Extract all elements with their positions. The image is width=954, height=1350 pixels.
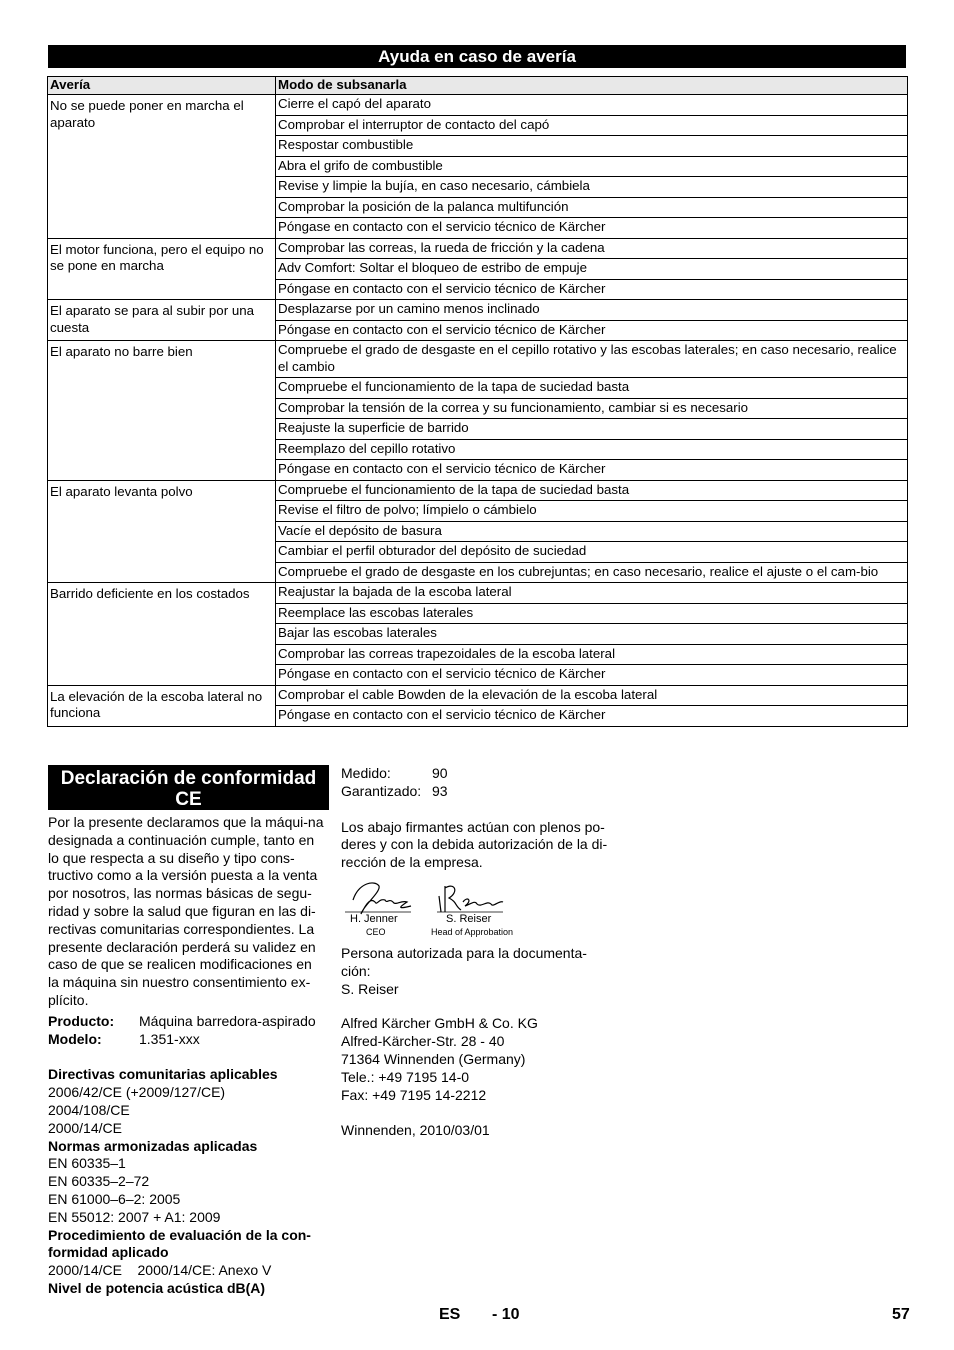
procedure-annex: 2000/14/CE: Anexo V [137,1262,272,1279]
standard-item: EN 61000–6–2: 2005 [48,1190,181,1207]
standard-item: EN 55012: 2007 + A1: 2009 [48,1208,221,1225]
remedy-cell: Revise y limpie la bujía, en caso necesario, cámbiela [276,177,908,198]
guaranteed-label: Garantizado: [341,782,422,799]
standards-heading: Normas armonizadas aplicadas [48,1137,258,1154]
directive-item: 2006/42/CE (+2009/127/CE) [48,1084,226,1101]
standard-item: EN 60335–2–72 [48,1173,150,1190]
fault-cell: El aparato levanta polvo [48,480,276,583]
procedure-directive: 2000/14/CE [48,1262,122,1279]
remedy-cell: Respostar combustible [276,136,908,157]
remedy-cell: Reemplazo del cepillo rotativo [276,439,908,460]
directive-item: 2004/108/CE [48,1101,130,1118]
documentation-label: Persona autorizada para la documenta-ción: [341,945,587,979]
directive-item: 2000/14/CE [48,1119,122,1136]
company-address [341,1015,611,1104]
fault-cell: Barrido deficiente en los costados [48,583,276,686]
remedy-cell: Póngase en contacto con el servicio técnico de Kärcher [276,706,908,727]
table-row [48,480,908,501]
signature-reiser [439,886,503,912]
directives-list [48,1084,324,1137]
troubleshooting-table [47,76,908,727]
model-row [48,1031,324,1049]
fault-cell: El aparato se para al subir por una cuesta [48,300,276,341]
table-row [48,583,908,604]
footer-page-number: 57 [892,1306,910,1323]
fault-cell: No se puede poner en marcha el aparato [48,95,276,239]
place-date: Winnenden, 2010/03/01 [341,1122,490,1139]
header-remedy: Modo de subsanarla [276,77,908,95]
remedy-cell: Comprobar las correas trapezoidales de la escoba lateral [276,644,908,665]
address-line: Alfred-Kärcher-Str. 28 - 40 [341,1033,505,1050]
fault-cell: La elevación de la escoba lateral no funciona [48,685,276,726]
remedy-cell: Póngase en contacto con el servicio técnico de Kärcher [276,320,908,341]
troubleshooting-title: Ayuda en caso de avería [48,45,906,68]
remedy-cell: Póngase en contacto con el servicio técnico de Kärcher [276,460,908,481]
guaranteed-row [341,783,631,801]
remedy-cell: Adv Comfort: Soltar el bloqueo de estribo de empuje [276,259,908,280]
product-label: Producto: [48,1012,115,1029]
troubleshooting-body [48,95,908,727]
remedy-cell: Comprobar el interruptor de contacto del capó [276,115,908,136]
remedy-cell: Comprobar las correas, la rueda de fricción y la cadena [276,238,908,259]
address-line: Fax: +49 7195 14-2212 [341,1086,487,1103]
standard-item: EN 60335–1 [48,1155,126,1172]
remedy-cell: Póngase en contacto con el servicio técnico de Kärcher [276,218,908,239]
remedy-cell: Póngase en contacto con el servicio técnico de Kärcher [276,665,908,686]
product-value: Máquina barredora-aspirado [139,1012,316,1029]
remedy-cell: Reemplace las escobas laterales [276,603,908,624]
measured-value: 90 [432,765,448,781]
measured-row [341,765,631,783]
signatories-text: Los abajo firmantes actúan con plenos po-deres y con la debida autorización de la di-rección de la empresa. [341,818,608,871]
signatures [341,876,541,940]
measured-label: Medido: [341,765,391,781]
declaration-title: Declaración de conformidad CE [48,765,329,810]
remedy-cell: Comprobar la posición de la palanca multifunción [276,197,908,218]
remedy-cell: Comprobar el cable Bowden de la elevación de la escoba lateral [276,685,908,706]
model-value: 1.351-xxx [139,1030,200,1047]
remedy-cell: Cierre el capó del aparato [276,95,908,116]
table-row [48,95,908,116]
table-row [48,685,908,706]
table-row [48,300,908,321]
guaranteed-value: 93 [432,782,448,799]
address-line: 71364 Winnenden (Germany) [341,1050,526,1067]
remedy-cell: Reajuste la superficie de barrido [276,419,908,440]
declaration-intro: Por la presente declaramos que la máqui-na designada a continuación cumple, tanto en lo que respecta a su diseño y tipo cons-tructivo como a la versión puesta a la venta por nosotros, las normas básicas de segu-ridad y sobre la salud que figuran en las di-rectivas comunitarias correspondientes. La presente declaración perderá su validez en caso de que se realicen modificaciones en la máquina sin nuestro consentimiento ex-plícito. [48,814,324,1008]
signer2-role: Head of Approbation [431,927,514,937]
product-row [48,1013,324,1031]
remedy-cell: Desplazarse por un camino menos inclinado [276,300,908,321]
standards-list [48,1155,324,1226]
noise-heading: Nivel de potencia acústica dB(A) [48,1279,266,1296]
declaration-right-lower [341,945,611,1140]
procedure-heading: Procedimiento de evaluación de la con-formidad aplicado [48,1226,311,1261]
procedure-row [48,1262,324,1280]
table-header-row [48,77,908,95]
remedy-cell: Compruebe el grado de desgaste en el cepillo rotativo y las escobas laterales; en caso necesario, realice el cambio [276,341,908,378]
header-fault: Avería [48,77,276,95]
address-line: Alfred Kärcher GmbH & Co. KG [341,1015,538,1032]
table-row [48,341,908,378]
remedy-cell: Vacíe el depósito de basura [276,521,908,542]
remedy-cell: Cambiar el perfil obturador del depósito de suciedad [276,542,908,563]
signer1-role: CEO [366,927,386,937]
signer2-name: S. Reiser [446,913,492,925]
remedy-cell: Compruebe el funcionamiento de la tapa de suciedad basta [276,378,908,399]
table-row [48,238,908,259]
remedy-cell: Revise el filtro de polvo; límpielo o cámbielo [276,501,908,522]
remedy-cell: Comprobar la tensión de la correa y su funcionamiento, cambiar si es necesario [276,398,908,419]
fault-cell: El aparato no barre bien [48,341,276,481]
remedy-cell: Compruebe el grado de desgaste en los cubrejuntas; en caso necesario, realice el ajuste o el cam-bio [276,562,908,583]
footer-section-page: - 10 [492,1306,520,1323]
fault-cell: El motor funciona, pero el equipo no se pone en marcha [48,238,276,300]
remedy-cell: Reajustar la bajada de la escoba lateral [276,583,908,604]
declaration-right-column [341,765,631,872]
directives-heading: Directivas comunitarias aplicables [48,1066,278,1083]
signature-jenner [353,883,411,914]
documentation-person: S. Reiser [341,980,399,997]
address-line: Tele.: +49 7195 14-0 [341,1068,470,1085]
footer-language: ES [439,1306,461,1323]
declaration-left-column [48,814,324,1298]
remedy-cell: Abra el grifo de combustible [276,156,908,177]
signer1-name: H. Jenner [350,913,398,925]
model-label: Modelo: [48,1030,102,1047]
remedy-cell: Bajar las escobas laterales [276,624,908,645]
remedy-cell: Compruebe el funcionamiento de la tapa de suciedad basta [276,480,908,501]
remedy-cell: Póngase en contacto con el servicio técnico de Kärcher [276,279,908,300]
